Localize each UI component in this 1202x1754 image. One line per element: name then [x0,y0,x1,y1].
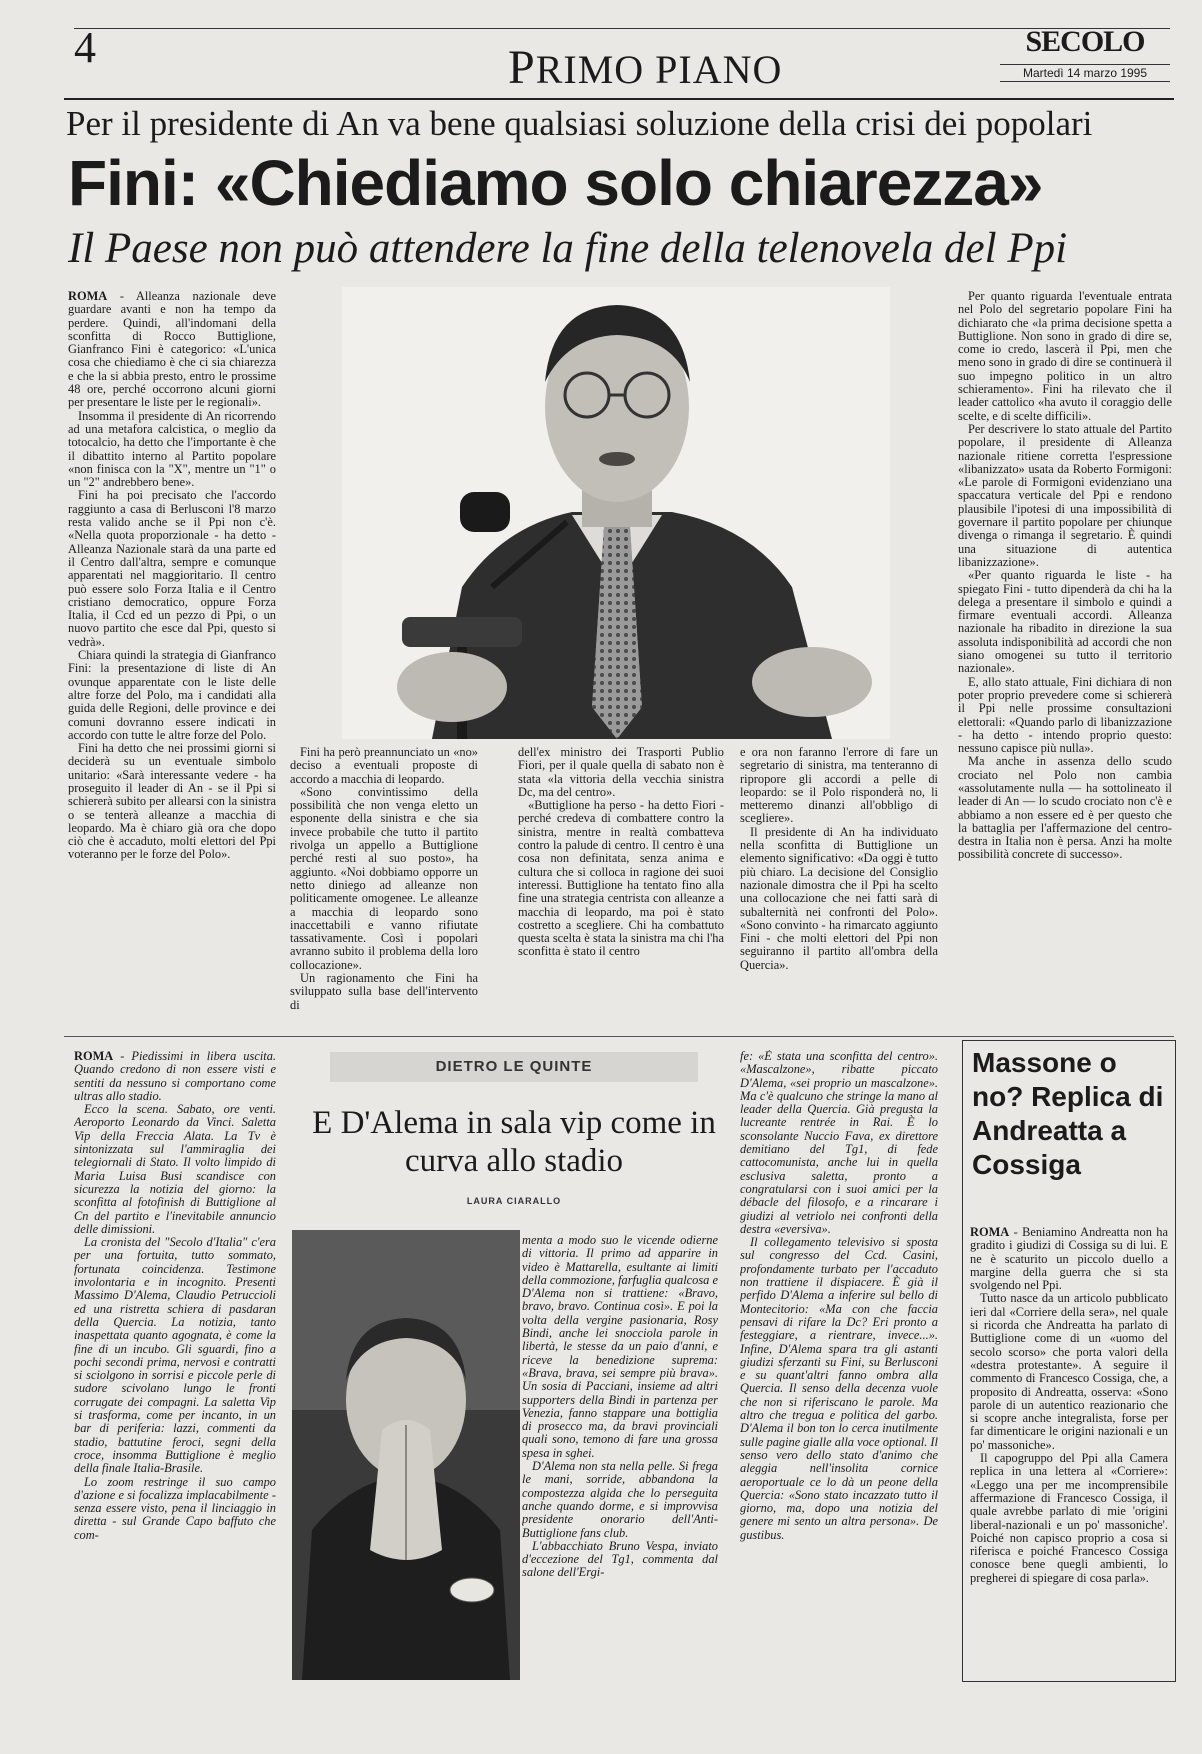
sidebar-paragraph: La cronista del "Secolo d'Italia" c'era per una fortuita, tutto sommato, fortunata coincidenza. Testimone involontaria e in incognito. Presenti Massimo D'Alema, Claudio Petruccioli ed una ristretta schiera di pasdaran della Quercia. La notizia, tanto inaspettata quanto agognata, è come la fine di un incubo. Gli sguardi, fino a pochi secondi prima, nervosi e contratti si sciolgono in sorrisi e piccole perle di sudore scivolano lungo le fronti corrugate dei compagni. La saletta Vip si trasforma, come per incanto, in un bar di periferia: lazzi, commenti da stadio, battutine feroci, segni della croce, insomma Buttiglione è meglio della finale Italia-Brasile. [74,1235,276,1476]
boxed-article-paragraph: Il capogruppo del Ppi alla Camera replica in una lettera al «Corriere»: «Leggo una per me incomprensibile affermazione di Francesco Cossiga, il quale avrebbe parlato di mie 'origini liberal-nazionali e un po' massoniche'. Poiché non capisco proprio a cosa si riferisca e poiché Francesco Cossiga conosce bene quegli ambienti, lo pregherei di spiegare di cosa parla». [970,1451,1168,1585]
dalema-photo [292,1230,520,1680]
article-paragraph: «Sono convintissimo della possibilità che non venga eletto un esponente della sinistra e che sia invece probabile che tutto il partito rivolga un appello a Buttiglione perché resti al suo posto», ha aggiunto. «Noi dobbiamo opporre un netto diniego ad alleanze non politicamente omogenee. Le alleanze a macchia di leopardo sono inaccettabili e vanno rifiutate tassativamente. Così i popolari avranno subito il problema della loro collocazione». [290,784,478,972]
section-title [508,41,783,94]
sidebar-paragraph: Lo zoom restringe il suo campo d'azione e si focalizza implacabilmente - senza essere visto, pena il linciaggio in diretta - sul Grande Capo baffuto che com- [74,1474,276,1542]
sidebar-column-2 [522,1234,718,1684]
masthead [1000,26,1170,82]
masthead-logo: SECOLO [1025,25,1145,58]
sidebar-column-1 [74,1050,276,1684]
boxed-article-body [970,1226,1168,1676]
article-deck: Il Paese non può attendere la fine della telenovela del Ppi [68,225,1068,272]
article-paragraph: Fini ha detto che nei prossimi giorni si deciderà su un eventuale simbolo unitario: «Sarà interessante vedere - ha proseguito il leader di An - se il Ppi si schiererà subito per allearsi con la sinistra o se tenterà alleanze a macchia di leopardo. Ma è chiaro già ora che dopo ciò che è accaduto, molti elettori del Ppi voteranno per le forze del Polo». [68,741,276,862]
sidebar-paragraph: menta a modo suo le vicende odierne di vittoria. Il primo ad apparire in video è Mattarella, esultante ai limiti della commozione, farfuglia qualcosa e D'Alema non si trattiene: «Bravo, bravo, bravo. Continua così». E poi la volta della vergine pasionaria, Rosy Bindi, anche lei snocciola parole in libertà, le stesse da un paio d'anni, e riceve la benedizione suprema: «Brava, brava, sei sempre più brava». Un sosia di Pacciani, insieme ad altri supporters della Bindi in partenza per Venezia, fanno stappare una bottiglia di prosecco ma, da bravi provinciali quali sono, temono di fare una grossa spesa in sghei. [522,1234,718,1460]
sidebar-headline: E D'Alema in sala vip come in curva allo stadio [312,1105,716,1179]
article-paragraph: E, allo stato attuale, Fini dichiara di non poter proprio prevedere come si schiererà il Ppi nelle prossime consultazioni elettorali: «Quando parlo di libanizzazione - ha detto - intendo proprio questo: nessuno capisce più nulla». [958,674,1172,756]
article-paragraph: Per quanto riguarda l'eventuale entrata nel Polo del segretario popolare Fini ha dichiarato che «la prima decisione spetta a Buttiglione. Non sono in grado di dire se, come io credo, lascerà il Ppi, men che meno sono in grado di dire se continuerà il suo impegno politico in un altro schieramento». Fini ha rilevato che il leader cattolico «ha avuto il coraggio delle scelte, e di scelte difficili». [958,290,1172,423]
article-column-3 [518,746,724,1030]
article-headline: Fini: «Chiediamo solo chiarezza» [68,147,1043,219]
article-kicker: Per il presidente di An va bene qualsiasi soluzione della crisi dei popolari [66,104,1093,143]
article-paragraph: Un ragionamento che Fini ha sviluppato sulla base dell'intervento di [290,971,478,1012]
article-column-4 [740,746,938,1030]
sidebar-paragraph: Ecco la scena. Sabato, ore venti. Aeroporto Leonardo da Vinci. Saletta Vip della Freccia Alata. La Tv è sintonizzata sul l'ammiraglia dei telegiornali di Stato. Il volto limpido di Maria Luisa Busi scandisce con sicurezza la notizia del giorno: la sconfitta al fotofinish di Buttiglione al Cn del partito e l'inevitabile annuncio delle dimissioni. [74,1102,276,1236]
section-title-rest: RIMO PIANO [535,47,783,92]
article-paragraph: e ora non faranno l'errore di fare un segretario di sinistra, ma tenteranno di ripropore gli accordi a pelle di leopardo: se il Polo risponderà no, li metteremo dinanzi all'obbligo di scegliere». [740,746,938,826]
section-title-initial: P [508,41,536,94]
sidebar-byline: LAURA CIARALLO [466,1196,562,1206]
sidebar-paragraph: D'Alema non sta nella pelle. Si frega le mani, sorride, abbandona la compostezza algida che lo perseguita anche quando dorme, e si improvvisa presidente onorario dell'Anti-Buttiglione fans club. [522,1459,718,1540]
article-paragraph: Chiara quindi la strategia di Gianfranco Fini: la presentazione di liste di An ovunque apparentate con le liste delle altre forze del Polo, ma i candidati alla guida delle Regioni, delle province e dei comuni dovranno essere indicati in accordo con tutte le altre forze del Polo. [68,648,276,742]
article-paragraph: Insomma il presidente di An ricorrendo ad una metafora calcistica, o meglio da totocalcio, ha detto che l'importante è che il dibattito interno al Partito popolare «non finisca con la "X", mentre un "1" o un "2" andrebbero bene». [68,408,276,490]
article-paragraph: «Per quanto riguarda le liste - ha spiegato Fini - tutto dipenderà da chi ha la delega a presentare il simbolo e quindi a firmare eventuali accordi. Alleanza nazionale ha ribadito in direzione la sua assoluta indisponibilità ad accordi che non siano omogenei su tutto il territorio nazionale». [958,568,1172,676]
article-column-5 [958,290,1172,1030]
article-paragraph: ROMA - Alleanza nazionale deve guardare avanti e non ha tempo da perdere. Quindi, all'indomani della sconfitta di Rocco Buttiglione, Gianfranco Fini è categorico: «L'unica cosa che chiediamo è che ci sia chiarezza e che la si abbia presto, entro le prossime 48 ore, perché occorrono alcuni giorni per presentare le liste per le regionali». [68,290,276,410]
sidebar-paragraph: Il collegamento televisivo si sposta sul congresso del Ccd. Casini, profondamente turbato per l'accaduto non trattiene il dispiacere. È già il perfido D'Alema a inferire sul bello di Montecitorio: «Ma con che faccia pensavi di rifare la Dc? Eri pronto a festeggiare, a rientrare, invece...». Infine, D'Alema spara tra gli astanti giudizi sferzanti su Fini, su Berlusconi e su quant'altri fanno ombra alla Quercia. Il senso della decenza vuole che non si riferiscano le parole. Ma altro che tregua e politica del garbo. D'Alema il bon ton lo cerca inutilmente sulle pagine gialle alla voce optional. Il senso vero dello stato d'animo che aleggia nell'insolita cornice aeroportuale ce lo dà un peone della Quercia: «Sono stato incazzato tutto il giorno, ma, dopo una notizia del genere mi sento un altra persona». De gustibus. [740,1235,938,1542]
issue-date: Martedì 14 marzo 1995 [1000,64,1170,82]
header-divider [64,98,1174,100]
sidebar-paragraph: fe: «È stata una sconfitta del centro». «Mascalzone», ribatte piccato D'Alema, «sei proprio un mascalzone». Ma c'è qualcuno che stringe la mano al leader della Quercia. Già pregusta la lucreante rentrée in Rai. È lo sconsolante Nuccio Fava, ex direttore demitiano del Tg1, di fede cattocomunista, anche lui in quella esclusiva saletta, pronto a congratularsi con i suoi amici per la débacle del filosofo, e a rincarare i giudizi al vetriolo nei confronti della destra «eversiva». [740,1050,938,1236]
sidebar-column-3 [740,1050,938,1684]
boxed-article-paragraph: Tutto nasce da un articolo pubblicato ieri dal «Corriere della sera», nel quale si ricorda che Andreatta ha parlato di Buttiglione come di un «uomo del secolo scorso» che porta valori della «destra protestante». A seguire il commento di Francesco Cossiga, che, a proposito di Andreatta, osserva: «Sono parole di un autentico reazionario che si scopre anche integralista, forse per far dimenticare le origini nazionali e un po' massoniche». [970,1291,1168,1452]
article-paragraph: Fini ha poi precisato che l'accordo raggiunto a casa di Berlusconi l'8 marzo resta valido anche se il Ppi non c'è. «Nella quota proporzionale - ha detto - Alleanza Nazionale starà da una parte ed il Centro dall'altra, sempre e comunque apparentati nel maggioritario. Il centro può essere solo Forza Italia e il Centro cristiano democratico, oppure Forza Italia, il Ccd ed un pezzo di Ppi, o un nuovo partito che esce dal Ppi, questo si vedrà». [68,488,276,649]
article-column-2 [290,746,478,1030]
article-paragraph: Il presidente di An ha individuato nella sconfitta di Buttiglione un elemento significativo: «Da oggi è tutto più chiaro. La decisione del Consiglio nazionale dimostra che il Ppi ha scelto una collocazione che nei fatti sarà di subalternità nei confronti del Polo». «Sono convinto - ha rimarcato aggiunto Fini - che molti elettori del Ppi non seguiranno il partito all'ombra della Quercia». [740,824,938,972]
sidebar-paragraph: L'abbacchiato Bruno Vespa, inviato d'eccezione del Tg1, commenta dal salone dell'Ergi- [522,1538,718,1580]
boxed-article-paragraph: ROMA - Beniamino Andreatta non ha gradito i giudizi di Cossiga su di lui. E ne è scaturito un piccolo duello a margine della guerra che si sta svolgendo nel Ppi. [970,1226,1168,1293]
boxed-article-dateline: ROMA [970,1226,1010,1239]
article-paragraph: Per descrivere lo stato attuale del Partito popolare, il presidente di Alleanza nazionale ritiene corretta l'espressione «libanizzato» usata da Roberto Formigoni: «Le parole di Formigoni evidenziano una spaccatura verticale del Ppi e rendono plausibile l'ipotesi di una impossibilità di governare il partito popolare per chiunque divenga o rimanga il segretario. È quindi una situazione di autentica libanizzazione». [958,421,1172,569]
fini-speaking-photo [342,287,890,739]
sidebar-label: DIETRO LE QUINTE [330,1052,698,1082]
section-divider [64,1036,1174,1037]
boxed-article-headline: Massone o no? Replica di Andreatta a Cossiga [972,1047,1164,1180]
article-paragraph: Fini ha però preannunciato un «no» deciso a eventuali proposte di accordo a macchia di leopardo. [290,746,478,786]
sidebar-paragraph: ROMA - Piedissimi in libera uscita. Quando credono di non essere visti e sentiti da nessuno si comportano come ultras allo stadio. [74,1050,276,1103]
sidebar-dateline: ROMA [74,1050,114,1063]
article-paragraph: Ma anche in assenza dello scudo crociato nel Polo non cambia «assolutamente nulla — ha sottolineato il leader di An — lo scudo crociato non c'è e abbiamo a non essere ed è per questo che la battaglia per l'affermazione del centro-destra in Italia non è persa. Anzi ha molte possibilità concrete di successo». [958,754,1172,862]
dateline: ROMA [68,290,108,303]
article-paragraph: «Buttiglione ha perso - ha detto Fiori - perché credeva di combattere contro la sinistra, mentre in realtà combatteva contro la palude di centro. Il centro è una cosa non definitata, senza anima e cultura che si colloca in ragione dei suoi interessi. Buttiglione ha tentato fino alla fine una strategia centrista con alleanze a macchia di leopardo, ma poi è stato costretto a scegliere. Chi ha combattuto questa scelta è stata la sinistra ma chi l'ha sconfitta è stato il centro [518,798,724,959]
article-paragraph: dell'ex ministro dei Trasporti Publio Fiori, per il quale quella di sabato non è stata «la vittoria della vecchia sinistra Dc, ma del centro». [518,746,724,799]
page-number: 4 [74,23,96,72]
article-column-1 [68,290,276,1030]
